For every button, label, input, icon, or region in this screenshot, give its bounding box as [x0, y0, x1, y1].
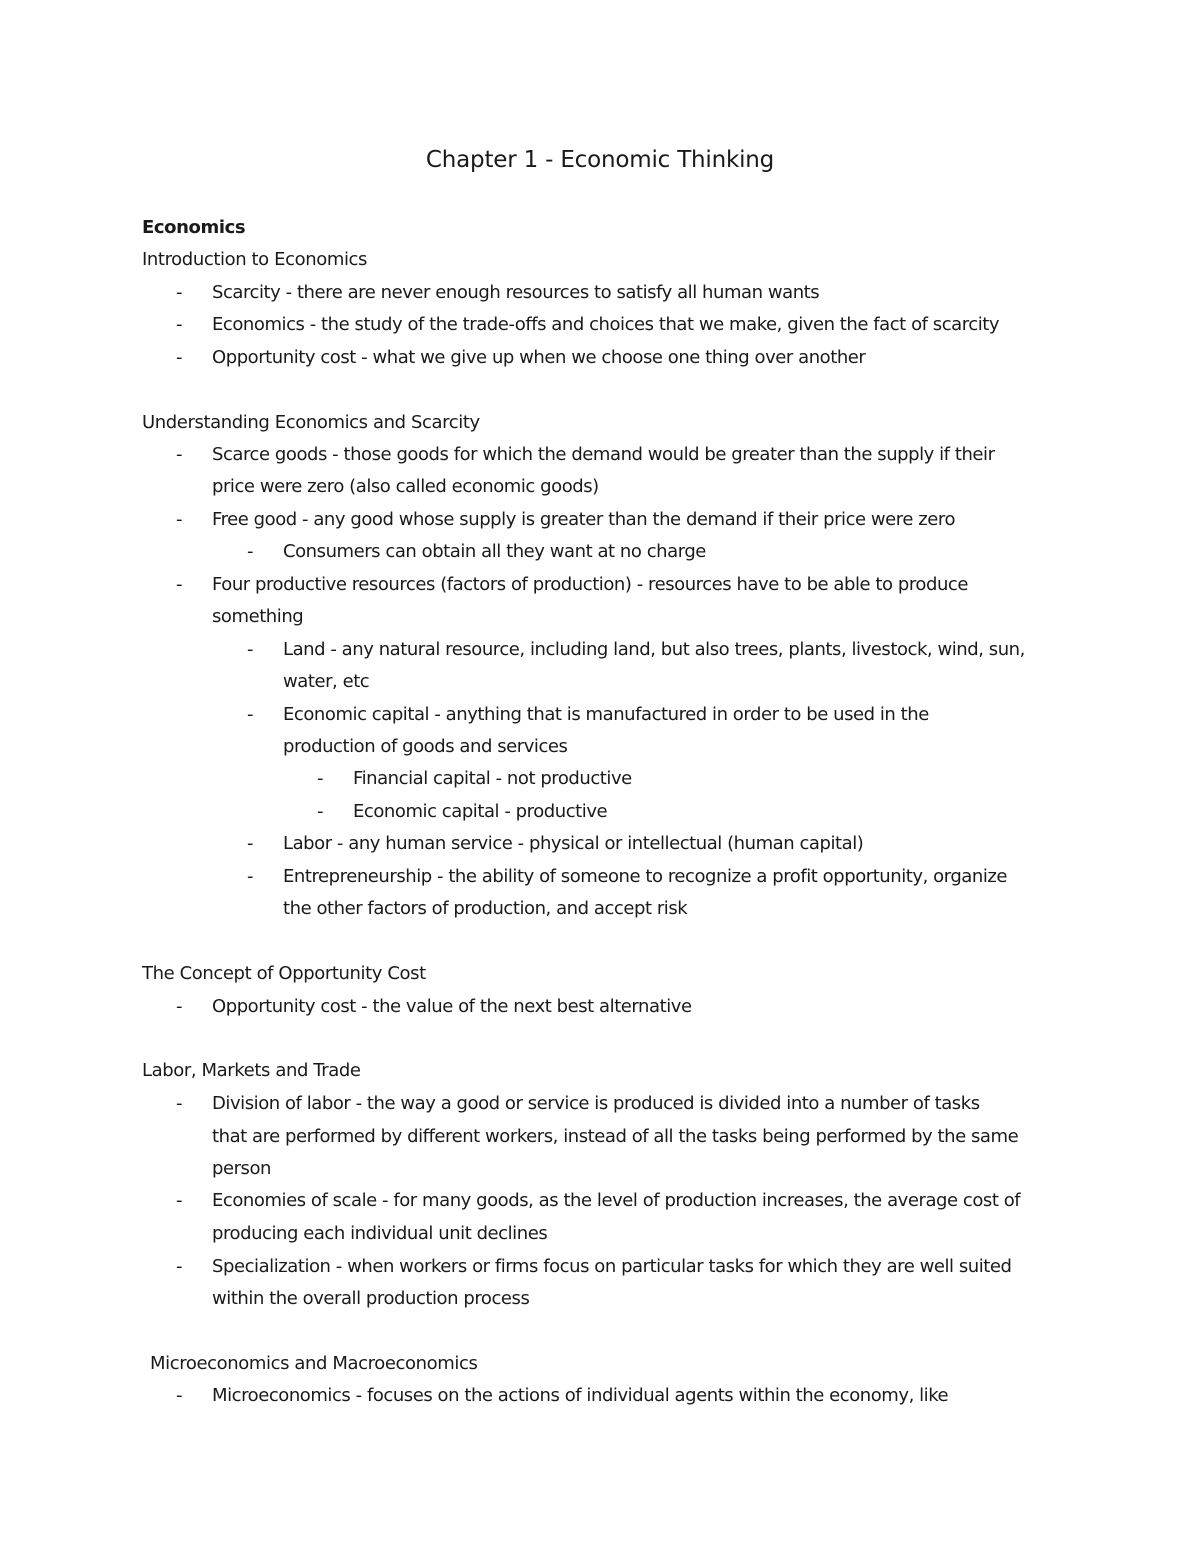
list-item: Labor - any human service - physical or intellectual (human capital) [283, 833, 864, 854]
list-item: Opportunity cost - the value of the next best alternative [212, 996, 692, 1017]
list-item-continuation: something [212, 606, 304, 627]
bullet-dash: - [176, 282, 183, 303]
list-item: Economies of scale - for many goods, as the level of production increases, the average cost of [212, 1190, 1021, 1211]
list-item: Division of labor - the way a good or service is produced is divided into a number of tasks [212, 1093, 980, 1114]
list-item-continuation: water, etc [283, 671, 370, 692]
bullet-dash: - [176, 1256, 183, 1277]
list-item: Scarce goods - those goods for which the demand would be greater than the supply if their [212, 444, 995, 465]
bullet-dash: - [176, 1093, 183, 1114]
list-item: Entrepreneurship - the ability of someone to recognize a profit opportunity, organize [283, 866, 1008, 887]
bullet-dash: - [176, 1190, 183, 1211]
list-item-continuation: production of goods and services [283, 736, 568, 757]
list-item: Economic capital - anything that is manufactured in order to be used in the [283, 704, 929, 725]
document-title: Chapter 1 - Economic Thinking [425, 147, 775, 173]
list-item: Consumers can obtain all they want at no charge [283, 541, 706, 562]
list-item: Land - any natural resource, including land, but also trees, plants, livestock, wind, sun, [283, 639, 1025, 660]
bullet-dash: - [247, 704, 254, 725]
bullet-dash: - [176, 509, 183, 530]
subsection-title-intro: Introduction to Economics [142, 249, 368, 270]
list-item: Free good - any good whose supply is greater than the demand if their price were zero [212, 509, 956, 530]
subsection-title-opportunity: The Concept of Opportunity Cost [142, 963, 426, 984]
bullet-dash: - [176, 996, 183, 1017]
section-heading-economics: Economics [142, 217, 246, 238]
subsection-title-labor: Labor, Markets and Trade [142, 1060, 361, 1081]
bullet-dash: - [176, 314, 183, 335]
list-item: Opportunity cost - what we give up when we choose one thing over another [212, 347, 866, 368]
list-item-continuation: price were zero (also called economic goods) [212, 476, 599, 497]
list-item-continuation: the other factors of production, and accept risk [283, 898, 688, 919]
bullet-dash: - [176, 1385, 183, 1406]
list-item: Economic capital - productive [353, 801, 608, 822]
bullet-dash: - [247, 541, 254, 562]
list-item-continuation: within the overall production process [212, 1288, 530, 1309]
list-item: Four productive resources (factors of production) - resources have to be able to produce [212, 574, 968, 595]
list-item-continuation: that are performed by different workers, instead of all the tasks being performed by the same [212, 1126, 1019, 1147]
list-item: Financial capital - not productive [353, 768, 632, 789]
bullet-dash: - [176, 347, 183, 368]
bullet-dash: - [247, 639, 254, 660]
bullet-dash: - [247, 866, 254, 887]
bullet-dash: - [317, 768, 324, 789]
subsection-title-micro: Microeconomics and Macroeconomics [150, 1353, 478, 1374]
list-item: Economics - the study of the trade-offs and choices that we make, given the fact of scarcity [212, 314, 1000, 335]
bullet-dash: - [247, 833, 254, 854]
list-item-continuation: producing each individual unit declines [212, 1223, 548, 1244]
bullet-dash: - [176, 444, 183, 465]
bullet-dash: - [317, 801, 324, 822]
subsection-title-scarcity: Understanding Economics and Scarcity [142, 412, 480, 433]
bullet-dash: - [176, 574, 183, 595]
list-item: Microeconomics - focuses on the actions of individual agents within the economy, like [212, 1385, 949, 1406]
list-item: Scarcity - there are never enough resources to satisfy all human wants [212, 282, 820, 303]
list-item: Specialization - when workers or firms focus on particular tasks for which they are well suited [212, 1256, 1012, 1277]
list-item-continuation: person [212, 1158, 271, 1179]
